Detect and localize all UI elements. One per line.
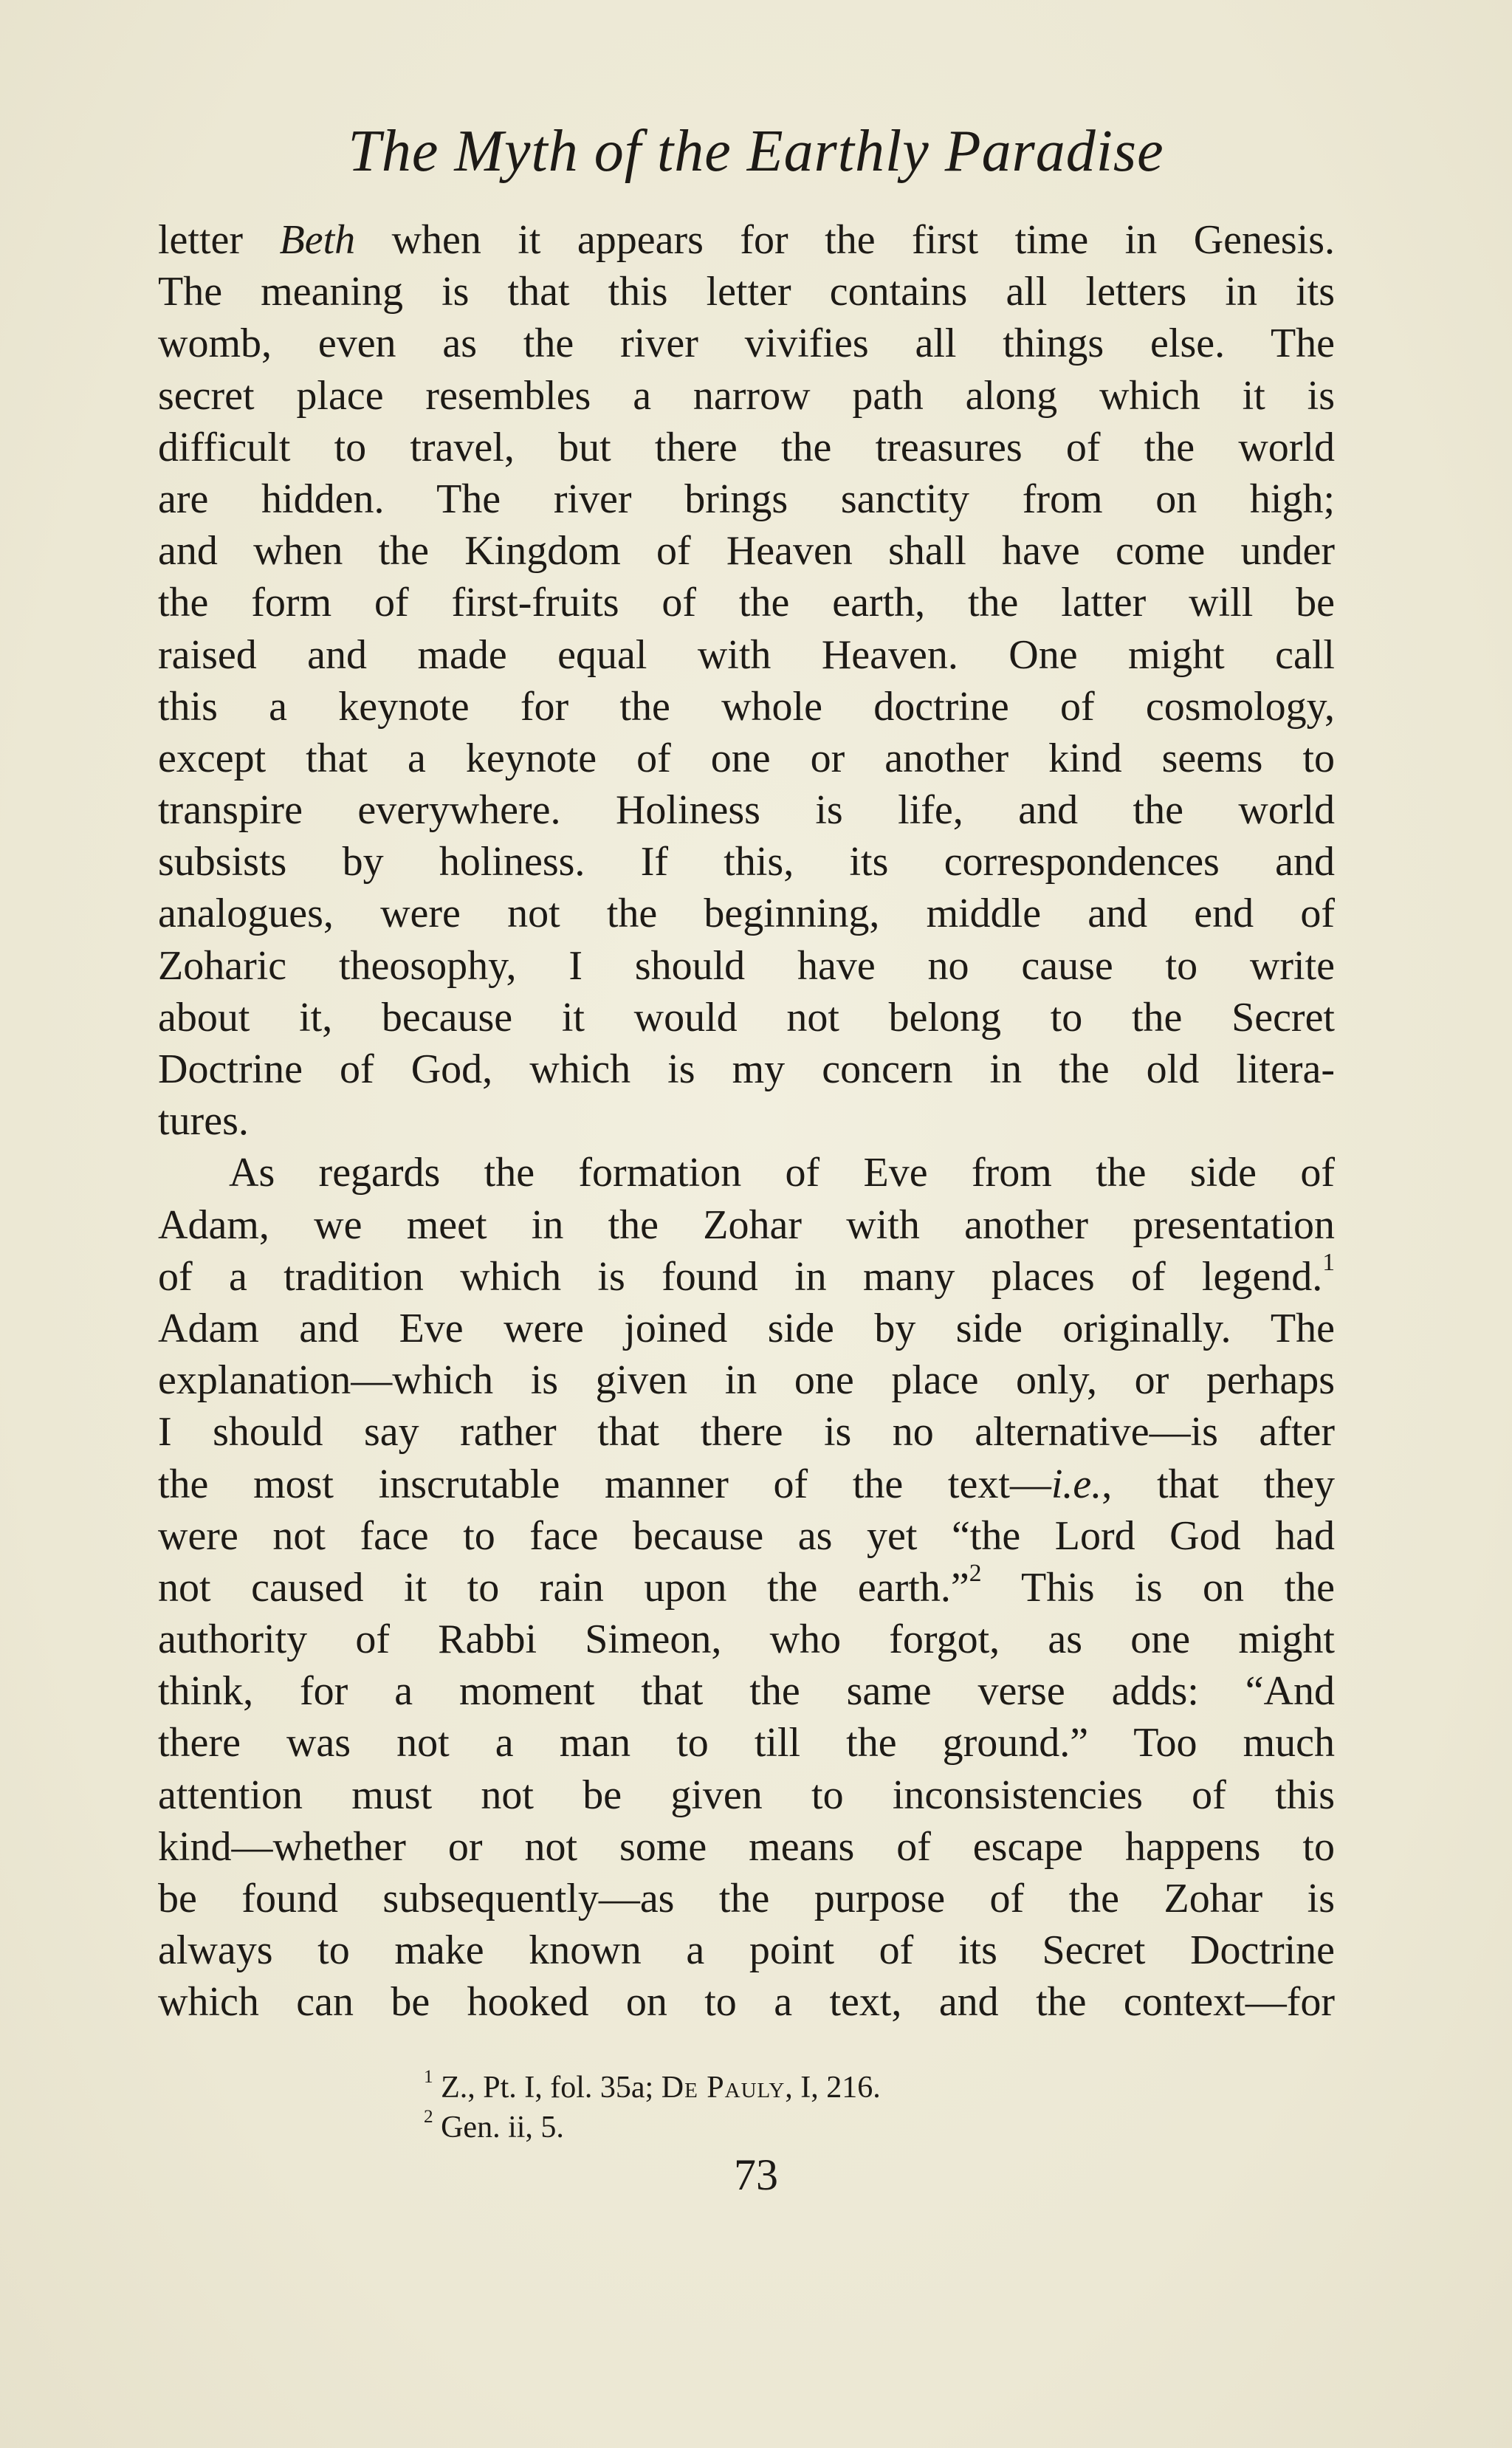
text-line: secret place resembles a narrow path along which it is — [158, 372, 1335, 419]
text-line: transpire everywhere. Holiness is life, and the world — [158, 787, 1335, 834]
text-line: authority of Rabbi Simeon, who forgot, as one might — [158, 1616, 1335, 1663]
text-line: explanation—which is given in one place only, or perhaps — [158, 1357, 1335, 1404]
text-line: attention must not be given to inconsistencies of this — [158, 1772, 1335, 1818]
text-line: kind—whether or not some means of escape happens to — [158, 1823, 1335, 1870]
text-line: raised and made equal with Heaven. One might call — [158, 631, 1335, 678]
footnote: $^2$ Gen. ii, 5. — [424, 2106, 564, 2144]
text-line: The meaning is that this letter contains all letters in its — [158, 269, 1335, 315]
text-line: and when the Kingdom of Heaven shall have come under — [158, 528, 1335, 575]
page-number: 73 — [734, 2150, 778, 2199]
footnotes — [424, 2068, 881, 2147]
text-line: Adam and Eve were joined side by side originally. The — [158, 1305, 1335, 1351]
text-line: womb, even as the river vivifies all things else. The — [158, 320, 1335, 367]
text-line: this a keynote for the whole doctrine of cosmology, — [158, 683, 1335, 730]
text-line: Zoharic theosophy, I should have no cause to write — [158, 942, 1335, 989]
text-line: As regards the formation of Eve from the side of — [229, 1150, 1335, 1196]
text-line: always to make known a point of its Secret Doctrine — [158, 1927, 1335, 1974]
text-line: letter Beth when it appears for the first time in Genesis. — [158, 217, 1335, 263]
text-line: about it, because it would not belong to the Secret — [158, 994, 1335, 1040]
footnote-ref: 1 — [1322, 1248, 1335, 1276]
footnote-ref: 2 — [969, 1560, 982, 1587]
text-line: the form of first-fruits of the earth, the latter will be — [158, 580, 1335, 626]
text-line: I should say rather that there is no alternative—is after — [158, 1409, 1335, 1456]
text-line: be found subsequently—as the purpose of the Zohar is — [158, 1876, 1335, 1921]
body-text — [158, 214, 1335, 2029]
text-line: of a tradition which is found in many places of legend.$^1$ — [158, 1248, 1335, 1300]
text-line: subsists by holiness. If this, its correspondences and — [158, 839, 1335, 885]
text-line: Doctrine of God, which is my concern in the old litera- — [158, 1046, 1335, 1092]
text-line: analogues, were not the beginning, middle and end of — [158, 891, 1335, 937]
running-head: The Myth of the Earthly Paradise — [348, 119, 1164, 184]
text-line: think, for a moment that the same verse adds: “And — [158, 1668, 1335, 1715]
text-line: are hidden. The river brings sanctity from on high; — [158, 476, 1335, 522]
text-line: tures. — [158, 1098, 249, 1145]
text-line: were not face to face because as yet “the Lord God had — [158, 1512, 1335, 1559]
text-line: which can be hooked on to a text, and the context—for — [158, 1979, 1335, 2026]
text-line: not caused it to rain upon the earth.”$^2$ This is on the — [158, 1560, 1336, 1611]
text-line: difficult to travel, but there the treasures of the world — [158, 424, 1335, 470]
text-line: except that a keynote of one or another kind seems to — [158, 735, 1335, 781]
text-line: the most inscrutable manner of the text—i.e., that they — [158, 1461, 1335, 1507]
text-line: Adam, we meet in the Zohar with another presentation — [158, 1201, 1335, 1248]
text-line: there was not a man to till the ground.” Too much — [158, 1720, 1335, 1766]
footnote: $^1$ Z., Pt. I, fol. 35a; De Pauly, I, 216. — [424, 2066, 881, 2105]
